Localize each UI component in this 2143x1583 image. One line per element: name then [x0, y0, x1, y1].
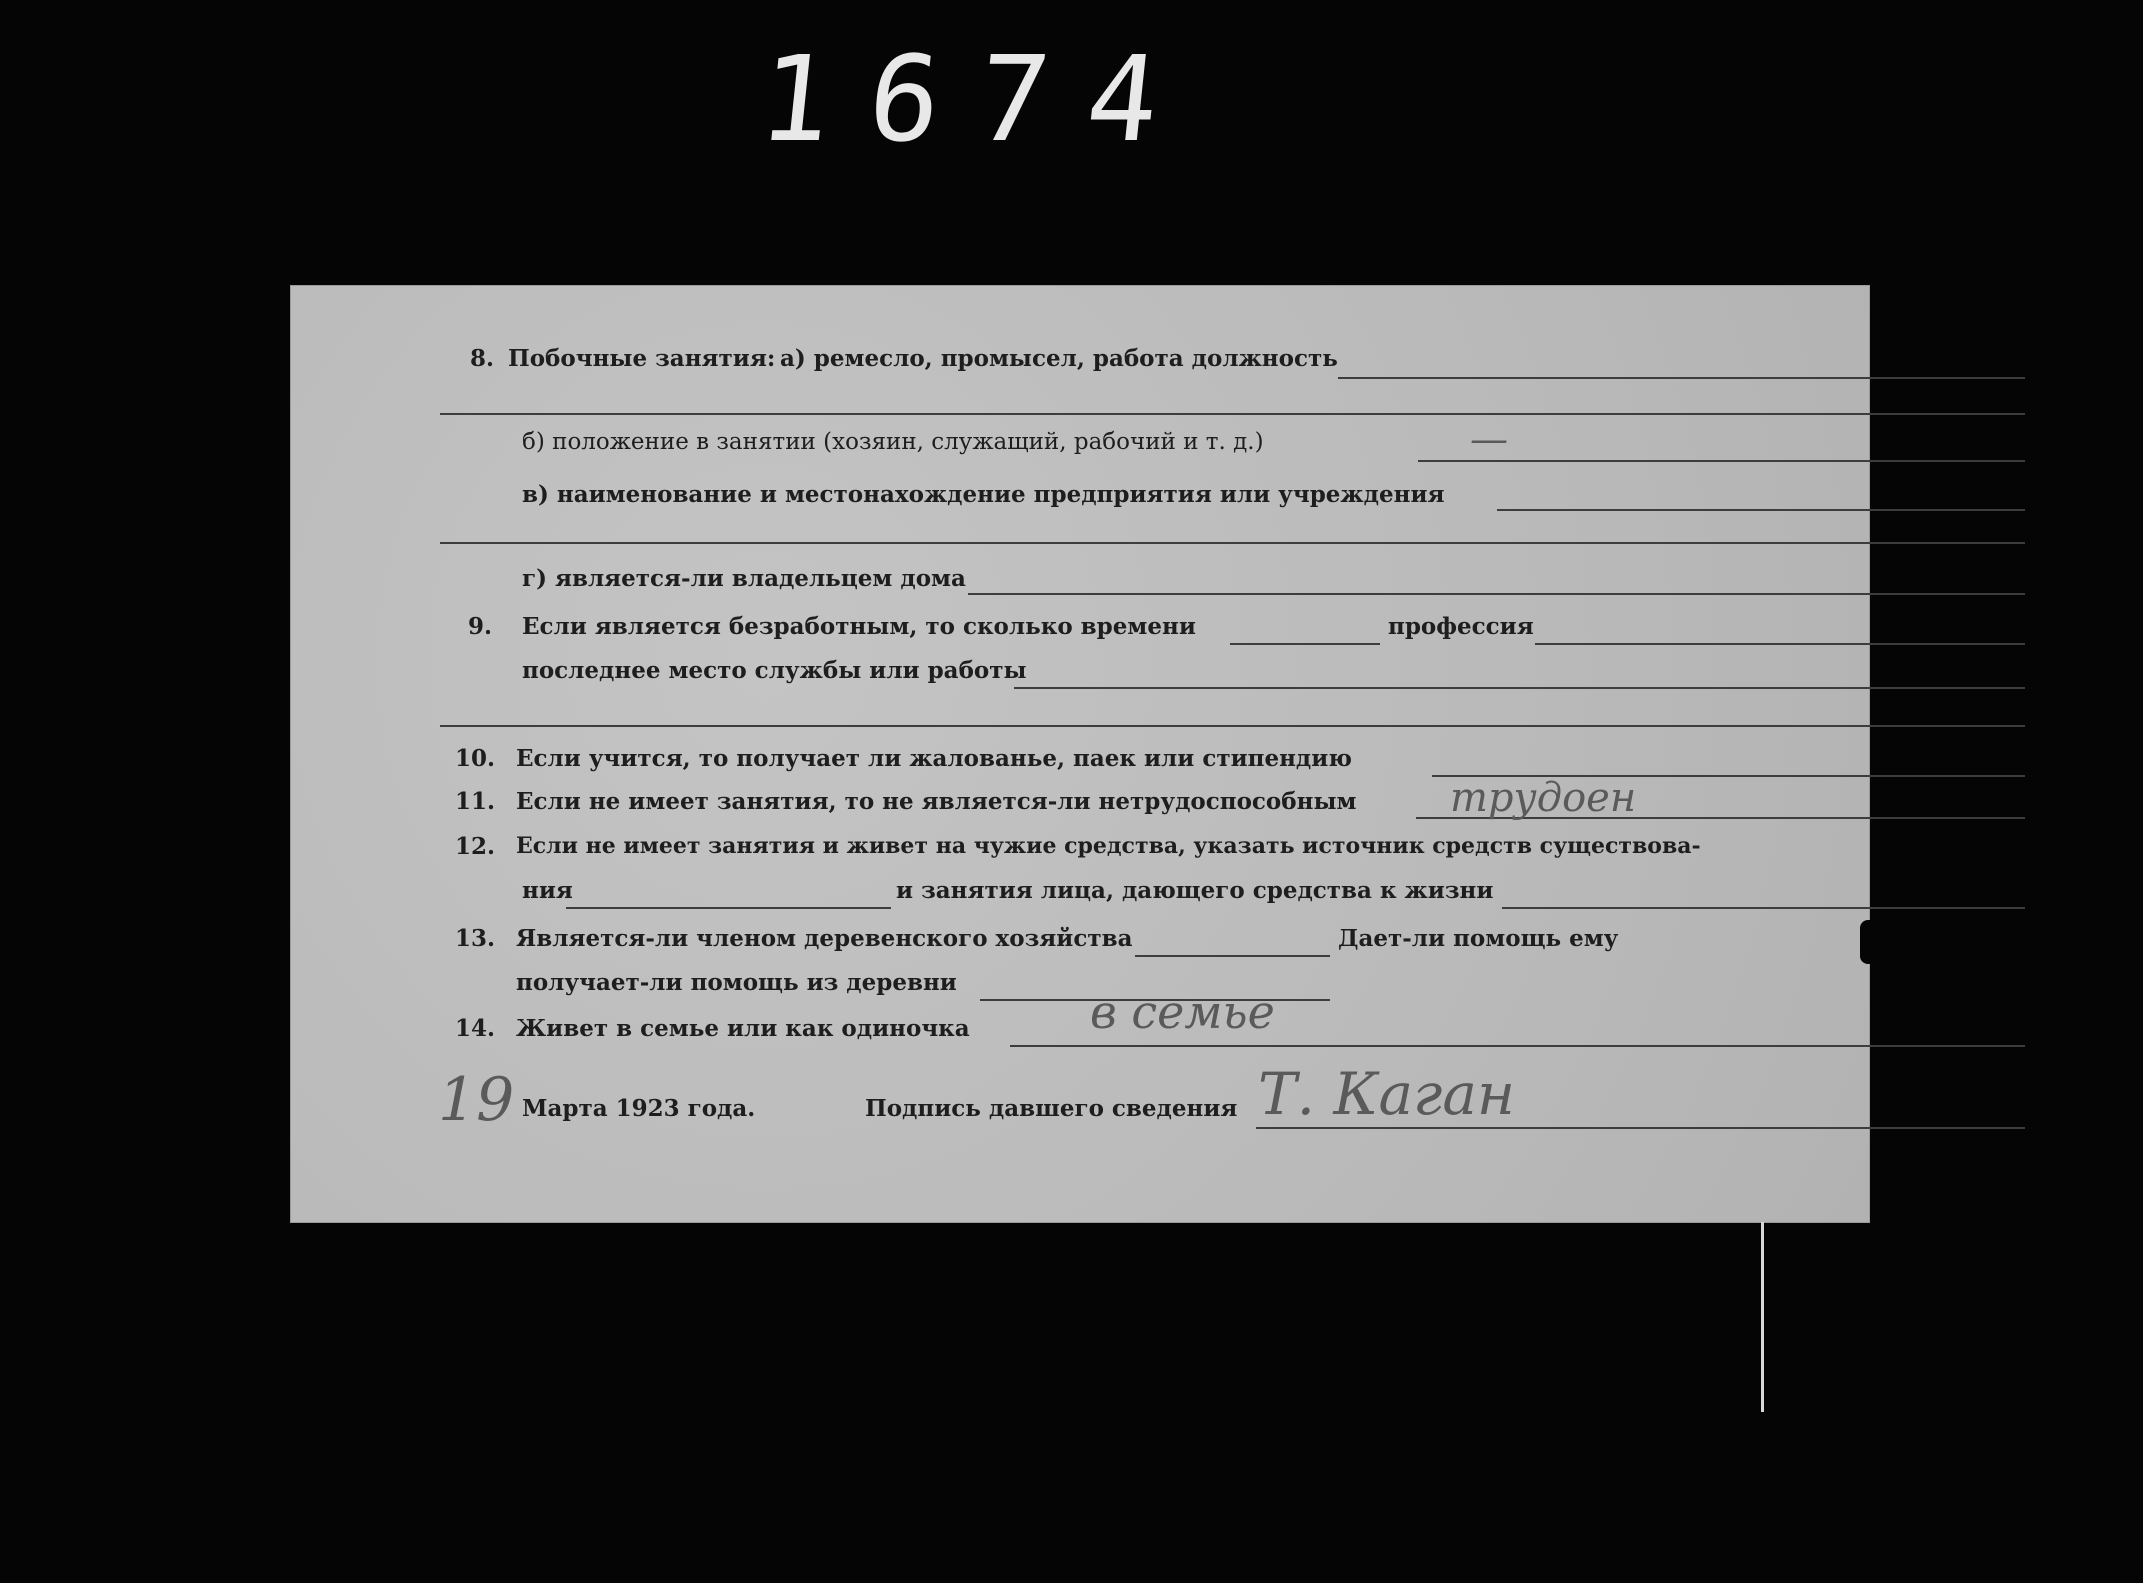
question-8-number: 8. — [470, 345, 495, 372]
question-9-line2 — [290, 657, 1870, 689]
question-8g-label: г) является-ли владельцем дома — [522, 565, 966, 592]
question-14-row — [290, 1015, 1870, 1047]
question-8-title: Побочные занятия: — [508, 345, 776, 372]
q8v-answer-line — [1497, 509, 2025, 511]
q8a-answer-line — [1338, 377, 2025, 379]
q8v-extra-line — [440, 542, 2025, 544]
q8b-answer-line — [1418, 460, 2025, 462]
question-13-row — [290, 925, 1870, 957]
form-card — [290, 285, 1870, 1223]
question-8v-label: в) наименование и местонахождение предприятия или учреждения — [522, 481, 1445, 508]
q14-answer-line — [1010, 1045, 2025, 1047]
question-14-number: 14. — [455, 1015, 496, 1042]
q9-profession-line — [1535, 643, 2025, 645]
question-11-label: Если не имеет занятия, то не является-ли нетрудоспособным — [516, 788, 1357, 815]
question-11-number: 11. — [455, 788, 496, 815]
question-12-row — [290, 833, 1870, 865]
question-9-number: 9. — [468, 613, 493, 640]
question-13-help-label: Дает-ли помощь ему — [1338, 925, 1619, 952]
q8a-extra-line — [440, 413, 2025, 415]
question-12-number: 12. — [455, 833, 496, 860]
footer-row — [290, 1095, 1870, 1127]
question-13-number: 13. — [455, 925, 496, 952]
signature-label: Подпись давшего сведения — [865, 1095, 1238, 1122]
question-8b-row — [290, 429, 1870, 461]
q12-person-line — [1502, 907, 2025, 909]
q8g-answer-line — [968, 593, 2025, 595]
question-12-cont1: ния — [522, 877, 573, 904]
q11-handwritten-answer: трудоен — [1450, 775, 1637, 821]
question-12-cont2: и занятия лица, дающего средства к жизни — [896, 877, 1494, 904]
question-14-label: Живет в семье или как одиночка — [516, 1015, 970, 1042]
question-9-last-job-label: последнее место службы или работы — [522, 657, 1027, 684]
q9-duration-line — [1230, 643, 1380, 645]
question-8a-label: а) ремесло, промысел, работа должность — [780, 345, 1338, 372]
frame-number: 1674 — [752, 30, 1204, 168]
q9-extra-line — [440, 725, 2025, 727]
question-9-label: Если является безработным, то сколько времени — [522, 613, 1196, 640]
question-8-row — [290, 345, 1870, 377]
q12-source-line — [566, 907, 891, 909]
q13-member-line — [1135, 955, 1330, 957]
q9-last-job-line — [1014, 687, 2025, 689]
q14-handwritten-answer: в семье — [1090, 985, 1275, 1039]
question-10-number: 10. — [455, 745, 496, 772]
question-10-label: Если учится, то получает ли жалованье, паек или стипендию — [516, 745, 1352, 772]
question-12-label: Если не имеет занятия и живет на чужие средства, указать источник средств существова- — [516, 833, 1701, 859]
question-13-line2 — [290, 969, 1870, 1001]
date-printed-text: Марта 1923 года. — [522, 1095, 756, 1122]
question-12-line2 — [290, 877, 1870, 909]
question-8b-label: б) положение в занятии (хозяин, служащий, рабочий и т. д.) — [522, 429, 1264, 455]
question-13-label: Является-ли членом деревенского хозяйства — [516, 925, 1133, 952]
film-scratch — [1761, 1222, 1764, 1412]
signature-handwritten: Т. Каган — [1258, 1060, 1516, 1128]
date-handwritten-day: 19 — [438, 1065, 515, 1135]
question-9-row — [290, 613, 1870, 645]
question-10-row — [290, 745, 1870, 777]
question-13-receive-label: получает-ли помощь из деревни — [516, 969, 957, 996]
question-9-label-profession: профессия — [1388, 613, 1534, 640]
q8b-handwritten-answer: — — [1470, 417, 1508, 461]
